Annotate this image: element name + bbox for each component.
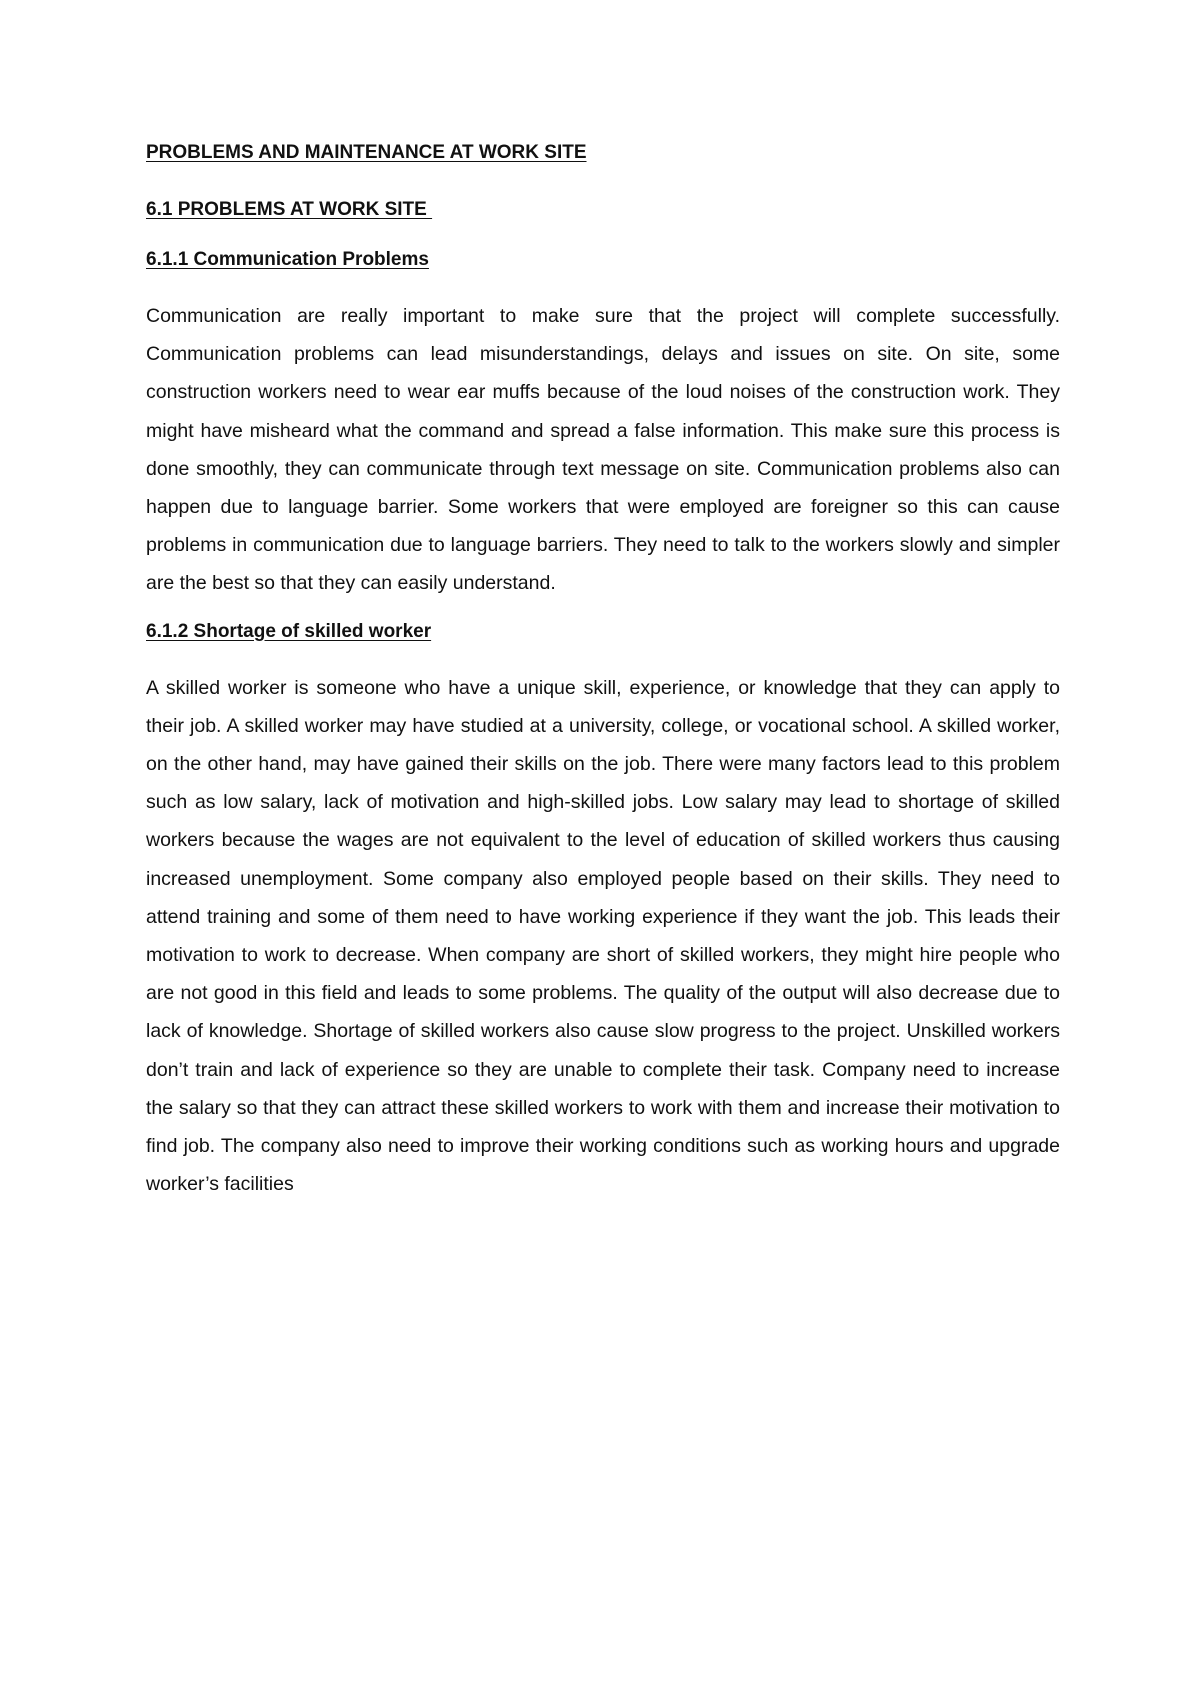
document-page bbox=[146, 140, 1060, 1219]
paragraph-skilled-worker: A skilled worker is someone who have a unique skill, experience, or knowledge that they can apply to their job. A skilled worker may have studied at a university, college, or vocational school. A skilled worker, on the other hand, may have gained their skills on the job. There were many factors lead to this problem such as low salary, lack of motivation and high-skilled jobs. Low salary may lead to shortage of skilled workers because the wages are not equivalent to the level of education of skilled workers thus causing increased unemployment. Some company also employed people based on their skills. They need to attend training and some of them need to have working experience if they want the job. This leads their motivation to work to decrease. When company are short of skilled workers, they might hire people who are not good in this field and leads to some problems. The quality of the output will also decrease due to lack of knowledge. Shortage of skilled workers also cause slow progress to the project. Unskilled workers don’t train and lack of experience so they are unable to complete their task. Company need to increase the salary so that they can attract these skilled workers to work with them and increase their motivation to find job. The company also need to improve their working conditions such as working hours and upgrade worker’s facilities bbox=[146, 676, 1060, 1196]
subsection-heading-skilled-worker: 6.1.2 Shortage of skilled worker bbox=[146, 620, 432, 642]
document-title: PROBLEMS AND MAINTENANCE AT WORK SITE bbox=[146, 142, 587, 163]
subsection-heading-communication: 6.1.1 Communication Problems bbox=[146, 249, 429, 270]
section-heading: 6.1 PROBLEMS AT WORK SITE bbox=[146, 199, 433, 220]
paragraph-communication: Communication are really important to make sure that the project will complete successfully. Communication problems can lead misunderstandings, delays and issues on site. On site, some construction workers need to wear ear muffs because of the loud noises of the construction work. They might have misheard what the command and spread a false information. This make sure this process is done smoothly, they can communicate through text message on site. Communication problems also can happen due to language barrier. Some workers that were employed are foreigner so this can cause problems in communication due to language barriers. They need to talk to the workers slowly and simpler are the best so that they can easily understand. bbox=[146, 305, 1060, 595]
